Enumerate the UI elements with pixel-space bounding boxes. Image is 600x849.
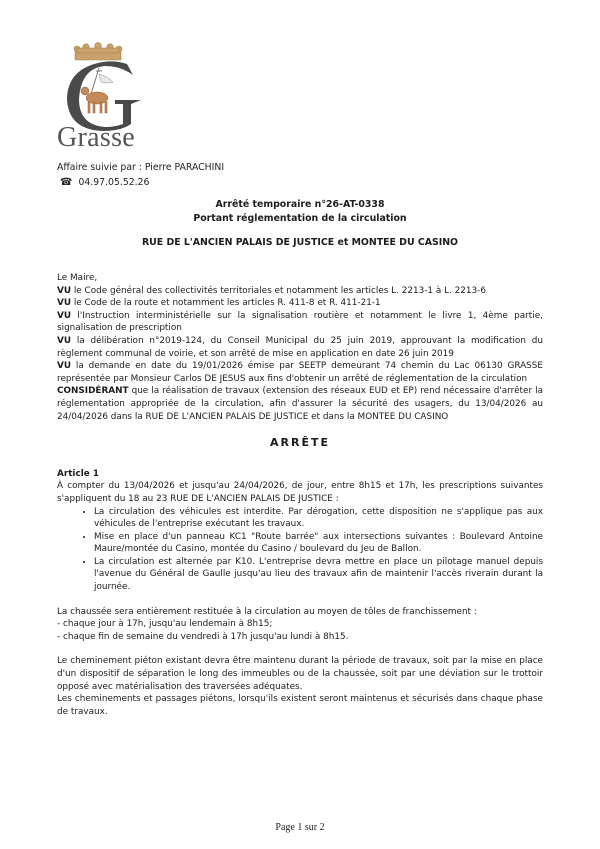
list-item: • Mise en place d'un panneau KC1 "Route barrée" aux intersections suivantes : Boulevard Antoine Maure/montée du Casino, montée du Casino / boulevard du Jeu de Ballon. <box>94 531 543 556</box>
vu-item: VU l'Instruction interministérielle sur la signalisation routière et notamment le livre 1, 4ème partie, signalisation de prescription <box>57 310 543 334</box>
considerant: CONSIDÉRANT que la réalisation de travaux (extension des réseaux EUD et EP) rend nécessaire d'arrêter la réglementation appropriée de la circulation, afin d'assurer la sécurité des usagers, du 13/04/2026 au 24/04/2026 dans la RUE DE L'ANCIEN PALAIS DE JUSTICE et dans la MONTEE DU CASINO <box>57 386 543 422</box>
document-body <box>57 272 543 718</box>
arrete-subject: Portant réglementation de la circulation <box>193 213 407 224</box>
affaire-suivie: Affaire suivie par : Pierre PARACHINI <box>57 162 225 173</box>
page-number: Page 1 sur 2 <box>275 822 325 833</box>
vu-item: VU le Code de la route et notamment les articles R. 411-8 et R. 411-21-1 <box>57 298 381 309</box>
document-title <box>0 198 600 226</box>
list-item: • La circulation est alternée par K10. L'entreprise devra mettre en place un pilotage manuel depuis l'avenue du Général de Gaulle jusqu'au lieu des travaux afin de maintenir l'accès riverain durant la journée. <box>94 556 543 594</box>
article-1-title: Article 1 <box>57 468 99 479</box>
chaussee-text: - chaque jour à 17h, jusqu'au lendemain à 8h15; <box>57 619 273 630</box>
arrete-number: Arrêté temporaire n°26-AT-0338 <box>215 199 385 210</box>
pieton-text: Les cheminements et passages piétons, lorsqu'ils existent seront maintenus et sécurisés dans chaque phase de travaux. <box>57 694 543 717</box>
le-maire: Le Maire, <box>57 273 98 283</box>
article-1-intro: À compter du 13/04/2026 et jusqu'au 24/04/2026, de jour, entre 8h15 et 17h, les prescriptions suivantes s'appliquent du 18 au 23 RUE DE L'ANCIEN PALAIS DE JUSTICE : <box>57 481 543 504</box>
arrete-heading: ARRÊTE <box>270 436 330 450</box>
phone-number: 04.97.05.52.26 <box>78 177 150 188</box>
phone-row <box>57 175 224 190</box>
list-item: • La circulation des véhicules est interdite. Par dérogation, cette disposition ne s'applique pas aux véhicules de l'entreprise exécutant les travaux. <box>94 506 543 531</box>
contact-block <box>57 160 224 190</box>
phone-icon: ☎ <box>60 177 73 188</box>
vu-item: VU la délibération n°2019-124, du Conseil Municipal du 25 juin 2019, approuvant la modification du règlement communal de voirie, et son arrêté de mise en application en date 26 juin 2019 <box>57 335 543 359</box>
chaussee-text: - chaque fin de semaine du vendredi à 17h jusqu'au lundi à 8h15. <box>57 631 349 642</box>
vu-item: VU le Code général des collectivités territoriales et notamment les articles L. 2213-1 à L. 2213-6 <box>57 285 486 296</box>
brand-name: Grasse <box>57 122 135 153</box>
chaussee-text: La chaussée sera entièrement restituée à la circulation au moyen de tôles de franchissement : <box>57 606 477 617</box>
vu-item: VU la demande en date du 19/01/2026 émise par SEETP demeurant 74 chemin du Lac 06130 GRASSE représentée par Monsieur Carlos DE JESUS aux fins d'obtenir un arrêté de réglementation de la circulation <box>57 361 543 384</box>
pieton-text: Le cheminement piéton existant devra être maintenu durant la période de travaux, soit par la mise en place d'un dispositif de séparation le long des immeubles ou de la chaussée, soit par une déviation sur le trottoir opposé avec matérialisation des traversées adéquates. <box>57 656 543 692</box>
street-title: RUE DE L'ANCIEN PALAIS DE JUSTICE et MONTEE DU CASINO <box>141 237 459 248</box>
article-1-list <box>57 506 543 594</box>
